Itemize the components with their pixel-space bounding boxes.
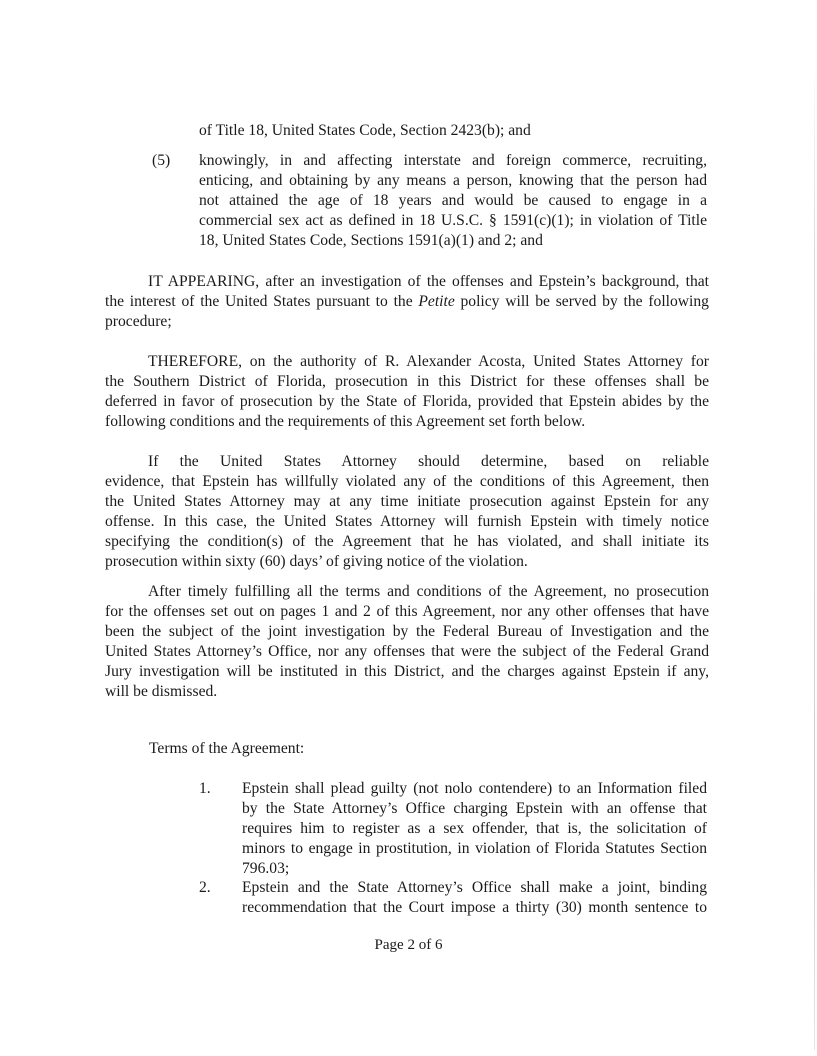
paragraph-line [105,292,709,312]
paragraph-line: following conditions and the requirements of this Agreement set forth below. [105,413,586,430]
term-1-number: 1. [199,780,211,797]
paragraph-line: prosecution within sixty (60) days’ of giving notice of the violation. [105,553,528,570]
paragraph-after-fulfilling [105,582,709,702]
paragraph-line: deferred in favor of prosecution by the State of Florida, provided that Epstein abides by the [105,393,709,410]
term-line: minors to engage in prostitution, in violation of Florida Statutes Section [242,840,707,857]
term-line: Epstein shall plead guilty (not nolo contendere) to an Information filed [242,780,707,797]
paragraph-line: evidence, that Epstein has willfully violated any of the conditions of this Agreement, then [105,473,709,490]
line-text: policy will be served by the following [454,293,709,310]
page-number-footer: Page 2 of 6 [374,937,443,953]
continuation-line: of Title 18, United States Code, Section 2423(b); and [199,122,531,139]
paragraph-line: IT APPEARING, after an investigation of the offenses and Epstein’s background, that [148,273,709,290]
item-5-line: 18, United States Code, Sections 1591(a)(1) and 2; and [199,232,543,249]
paragraph-line: United States Attorney’s Office, nor any offenses that were the subject of the Federal Grand [105,643,709,660]
line-text: the interest of the United States pursuant to the [105,293,419,310]
term-1-text [242,779,707,879]
item-5-line: commercial sex act as defined in 18 U.S.C. § 1591(c)(1); in violation of Title [199,212,707,229]
petite-italic: Petite [418,293,455,310]
item-5-text [199,151,707,251]
term-2-number: 2. [199,879,211,896]
paragraph-line: been the subject of the joint investigation by the Federal Bureau of Investigation and the [105,623,709,640]
term-line: 796.03; [242,860,290,877]
paragraph-line: the United States Attorney may at any time initiate prosecution against Epstein for any [105,493,709,510]
term-line: Epstein and the State Attorney’s Office shall make a joint, binding [242,879,707,896]
scan-edge-line [814,60,815,1050]
item-5-line: enticing, and obtaining by any means a person, knowing that the person had [199,172,707,189]
item-5-line: not attained the age of 18 years and would be caused to engage in a [199,192,707,209]
paragraph-line: offense. In this case, the United States Attorney will furnish Epstein with timely notice [105,513,709,530]
paragraph-line: will be dismissed. [105,683,218,700]
paragraph-therefore [105,352,709,432]
term-line: recommendation that the Court impose a thirty (30) month sentence to [242,899,707,916]
term-2-text [242,878,707,918]
term-line: requires him to register as a sex offender, that is, the solicitation of [242,820,707,837]
paragraph-line: the Southern District of Florida, prosecution in this District for these offenses shall be [105,373,709,390]
paragraph-line: After timely fulfilling all the terms and conditions of the Agreement, no prosecution [148,583,709,600]
paragraph-line: specifying the condition(s) of the Agreement that he has violated, and shall initiate its [105,533,709,550]
paragraph-line: If the United States Attorney should determine, based on reliable [148,453,709,470]
item-5-number: (5) [152,152,171,169]
paragraph-line: Jury investigation will be instituted in this District, and the charges against Epstein if any, [105,663,709,680]
term-line: by the State Attorney’s Office charging Epstein with an offense that [242,800,707,817]
paragraph-line: procedure; [105,313,172,330]
paragraph-line: for the offenses set out on pages 1 and 2 of this Agreement, nor any other offenses that have [105,603,709,620]
item-5-line: knowingly, in and affecting interstate and foreign commerce, recruiting, [199,152,707,169]
paragraph-it-appearing [105,272,709,332]
paragraph-line: THEREFORE, on the authority of R. Alexander Acosta, United States Attorney for [148,353,709,370]
paragraph-if-attorney [105,452,709,572]
terms-heading: Terms of the Agreement: [149,740,305,757]
